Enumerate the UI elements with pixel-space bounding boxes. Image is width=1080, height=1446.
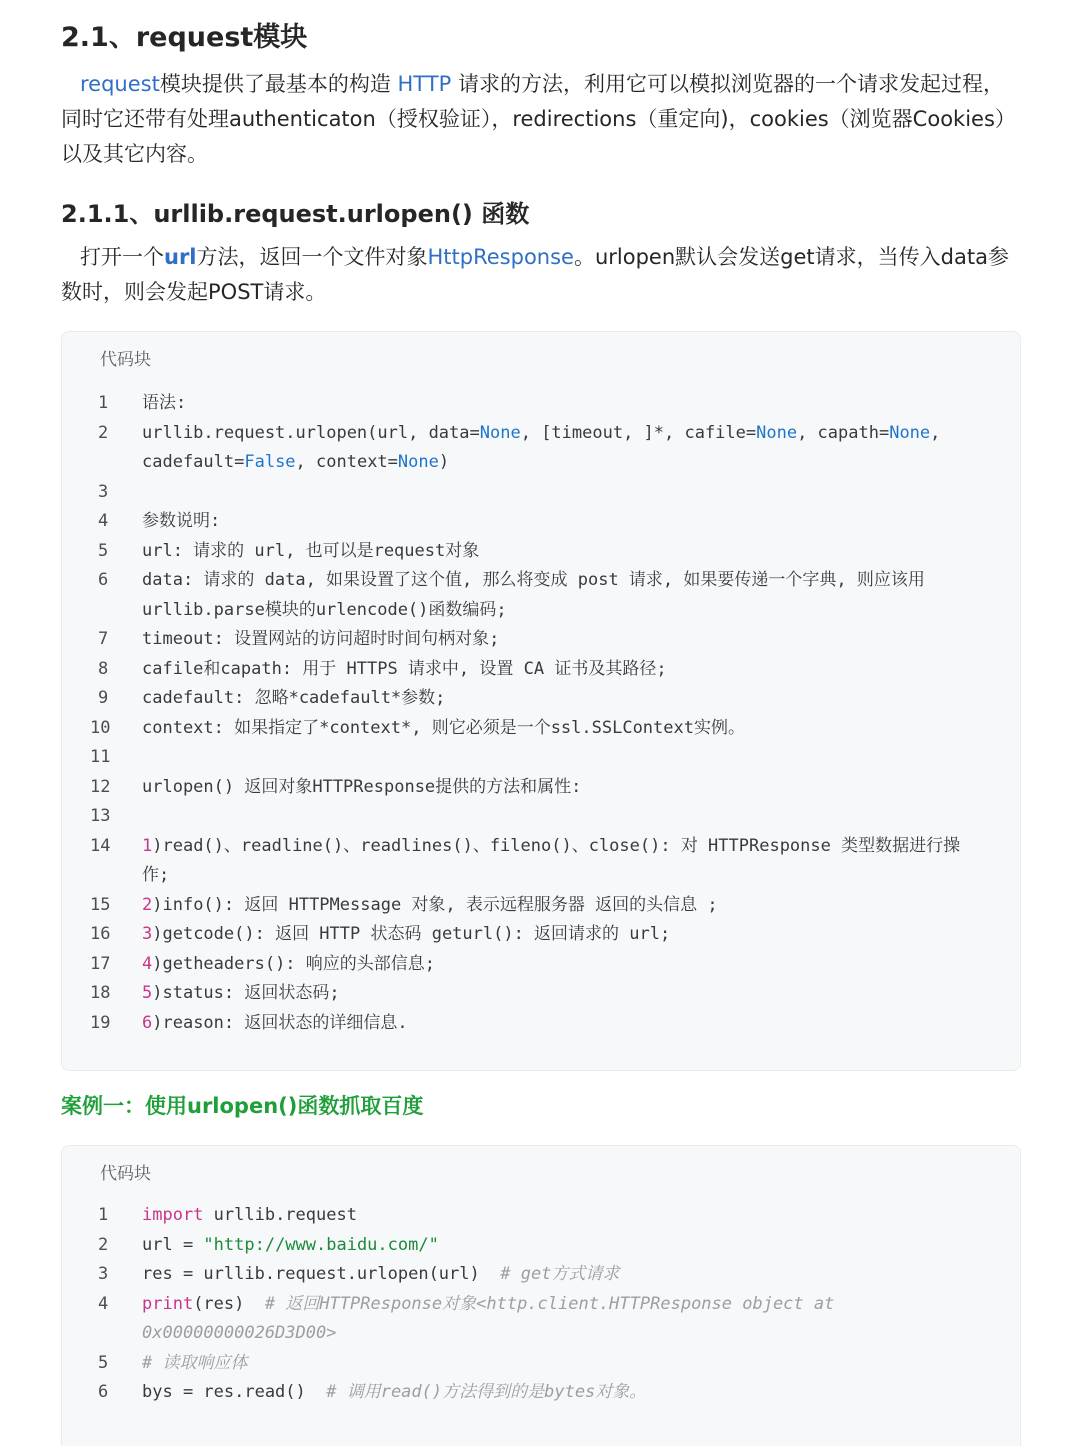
line-number: 18 — [90, 983, 111, 1003]
code-line — [62, 802, 1020, 832]
code-text — [142, 1349, 1020, 1379]
code-token: 2 — [142, 894, 153, 915]
code-line — [62, 920, 1020, 950]
line-number: 8 — [98, 658, 109, 679]
code-token: data: 请求的 data, 如果设置了这个值, 那么将变成 post 请求, 如果要传递一个字典, 则应该用urllib.parse模块的urlencode()函数编码; — [142, 570, 925, 620]
code-block-example[interactable] — [61, 1145, 1021, 1446]
code-token: cadefault: 忽略*cadefault*参数; — [142, 688, 446, 708]
line-number: 4 — [98, 511, 109, 531]
code-token: )reason: 返回状态的详细信息. — [152, 1012, 408, 1033]
code-text — [142, 773, 1020, 803]
code-line — [62, 743, 1020, 773]
code-token: timeout: 设置网站的访问超时时间句柄对象; — [142, 629, 500, 649]
code-token: , cadefault= — [142, 422, 951, 472]
line-number: 12 — [90, 776, 111, 797]
code-line — [62, 537, 1020, 567]
code-token: , context= — [295, 452, 398, 472]
code-line — [62, 1349, 1020, 1379]
code-text — [142, 950, 1020, 980]
line-number: 14 — [90, 835, 111, 856]
line-number: 2 — [98, 1234, 109, 1255]
line-number: 10 — [90, 717, 111, 738]
code-token: None — [397, 452, 439, 472]
code-text — [142, 1260, 1020, 1290]
code-block-syntax[interactable] — [61, 331, 1021, 1071]
line-number: 9 — [98, 688, 109, 708]
code-line — [62, 1231, 1020, 1261]
code-token: # 读取响应体 — [142, 1352, 248, 1373]
line-number: 7 — [98, 629, 109, 649]
code-text — [142, 891, 1020, 921]
code-text — [142, 920, 1020, 950]
code-text — [142, 1009, 1020, 1039]
code-token: # 返回HTTPResponse对象<http.client.HTTPResponse object at 0x00000000026D3D00> — [142, 1293, 845, 1343]
code-text — [142, 625, 1020, 655]
code-text — [142, 714, 1020, 744]
line-number: 2 — [98, 422, 109, 443]
code-line — [62, 1290, 1020, 1349]
code-line — [62, 832, 1020, 891]
line-number: 5 — [98, 540, 109, 561]
code-token: )getcode(): 返回 HTTP 状态码 geturl(): 返回请求的 url; — [152, 924, 671, 944]
code-token: 语法: — [142, 393, 187, 413]
code-text — [142, 419, 1020, 478]
code-token: )info(): 返回 HTTPMessage 对象, 表示远程服务器 返回的头信息 ; — [152, 894, 718, 915]
code-text — [142, 832, 1020, 891]
code-text — [142, 1378, 1020, 1408]
code-line — [62, 1201, 1020, 1231]
code-line — [62, 1378, 1020, 1408]
code-line — [62, 655, 1020, 685]
code-token: url = — [142, 1234, 204, 1255]
section-intro — [61, 67, 1021, 172]
code-token: url: 请求的 url, 也可以是request对象 — [142, 540, 480, 561]
code-block-label: 代码块 — [100, 350, 151, 370]
code-text — [142, 1290, 1020, 1349]
code-text — [142, 507, 1020, 537]
line-number: 6 — [98, 1382, 109, 1402]
desc-text-3: 。urlopen默认会发送get请求，当传入data参数时，则会发起POST请求。 — [61, 245, 1009, 304]
code-text — [142, 743, 1020, 773]
line-number: 11 — [90, 747, 111, 767]
url-link[interactable]: url — [164, 245, 197, 269]
code-token: , [timeout, ]*, cafile= — [520, 422, 757, 443]
code-token: "http://www.baidu.com/" — [203, 1234, 439, 1255]
httpresponse-link[interactable]: HttpResponse — [427, 245, 574, 269]
http-link[interactable]: HTTP — [397, 72, 452, 96]
line-number: 5 — [98, 1352, 109, 1373]
code-token: 参数说明: — [142, 511, 221, 531]
line-number: 16 — [90, 924, 111, 944]
code-text — [142, 655, 1020, 685]
code-line — [62, 1009, 1020, 1039]
code-token: 3 — [142, 924, 153, 944]
code-text — [142, 1201, 1020, 1231]
code-token: )read()、readline()、readlines()、fileno()、close(): 对 HTTPResponse 类型数据进行操作; — [142, 835, 961, 885]
code-token: import — [142, 1205, 204, 1225]
code-text — [142, 566, 1020, 625]
code-token: 5 — [142, 983, 153, 1003]
code-token: bys = res.read() — [142, 1382, 327, 1402]
code-token: ) — [438, 452, 450, 472]
code-line — [62, 979, 1020, 1009]
code-token: res = urllib.request.urlopen(url) — [142, 1264, 501, 1284]
code-token: print — [142, 1293, 194, 1314]
line-number: 15 — [90, 894, 111, 915]
line-number: 13 — [90, 806, 111, 826]
code-line — [62, 478, 1020, 508]
code-block-label: 代码块 — [100, 1164, 151, 1184]
line-number: 19 — [90, 1012, 111, 1033]
code-text — [142, 537, 1020, 567]
line-number: 4 — [98, 1293, 109, 1314]
code-token: urllib.request.urlopen(url, data= — [142, 422, 480, 443]
code-text — [142, 389, 1020, 419]
code-line — [62, 419, 1020, 478]
code-text — [142, 979, 1020, 1009]
code-line — [62, 950, 1020, 980]
subsection-desc — [61, 240, 1021, 310]
code-token: 4 — [142, 953, 153, 974]
desc-text-1: 打开一个 — [80, 245, 164, 269]
code-token: urllib.request — [203, 1205, 357, 1225]
line-number: 17 — [90, 953, 111, 974]
code-text — [142, 478, 1020, 508]
code-line — [62, 507, 1020, 537]
code-line — [62, 684, 1020, 714]
line-number: 3 — [98, 1264, 109, 1284]
section-title: 2.1、request模块 — [61, 22, 308, 53]
code-token: (res) — [193, 1293, 265, 1314]
code-line — [62, 566, 1020, 625]
intro-text-1: 模块提供了最基本的构造 — [159, 72, 398, 96]
subsection-title: 2.1.1、urllib.request.urlopen() 函数 — [61, 200, 530, 228]
code-token: 1 — [142, 835, 153, 856]
code-token: False — [244, 452, 296, 472]
code-token: None — [889, 422, 931, 443]
code-token: cafile和capath: 用于 HTTPS 请求中, 设置 CA 证书及其路径; — [142, 658, 667, 679]
code-token: None — [479, 422, 521, 443]
code-token: # get方式请求 — [500, 1264, 620, 1284]
code-line — [62, 625, 1020, 655]
desc-text-2: 方法，返回一个文件对象 — [196, 245, 428, 269]
request-link[interactable]: request — [80, 72, 160, 96]
code-token: # 调用read()方法得到的是bytes对象。 — [326, 1382, 647, 1402]
code-text — [142, 1231, 1020, 1261]
code-text — [142, 684, 1020, 714]
code-token: context: 如果指定了*context*, 则它必须是一个ssl.SSLContext实例。 — [142, 717, 745, 738]
code-line — [62, 773, 1020, 803]
code-line — [62, 389, 1020, 419]
code-line — [62, 714, 1020, 744]
code-token: )getheaders(): 响应的头部信息; — [152, 953, 436, 974]
code-token: )status: 返回状态码; — [152, 983, 340, 1003]
code-text — [142, 802, 1020, 832]
code-line — [62, 891, 1020, 921]
code-lines — [62, 389, 1020, 1038]
code-lines — [62, 1201, 1020, 1408]
code-token: , capath= — [797, 422, 890, 443]
line-number: 1 — [98, 1205, 109, 1225]
line-number: 6 — [98, 570, 109, 590]
case-title: 案例一：使用urlopen()函数抓取百度 — [61, 1094, 424, 1118]
code-token: None — [756, 422, 798, 443]
code-line — [62, 1260, 1020, 1290]
code-token: urlopen() 返回对象HTTPResponse提供的方法和属性: — [142, 776, 582, 797]
code-token: 6 — [142, 1012, 153, 1033]
line-number: 3 — [98, 481, 109, 502]
intro-text-2: 请求的方法，利用它可以模拟浏览器的一个请求发起过程，同时它还带有处理authenticaton（授权验证），redirections（重定向)，cookies（浏览器Cookies）以及其它内容。 — [61, 72, 1016, 166]
line-number: 1 — [98, 393, 109, 413]
